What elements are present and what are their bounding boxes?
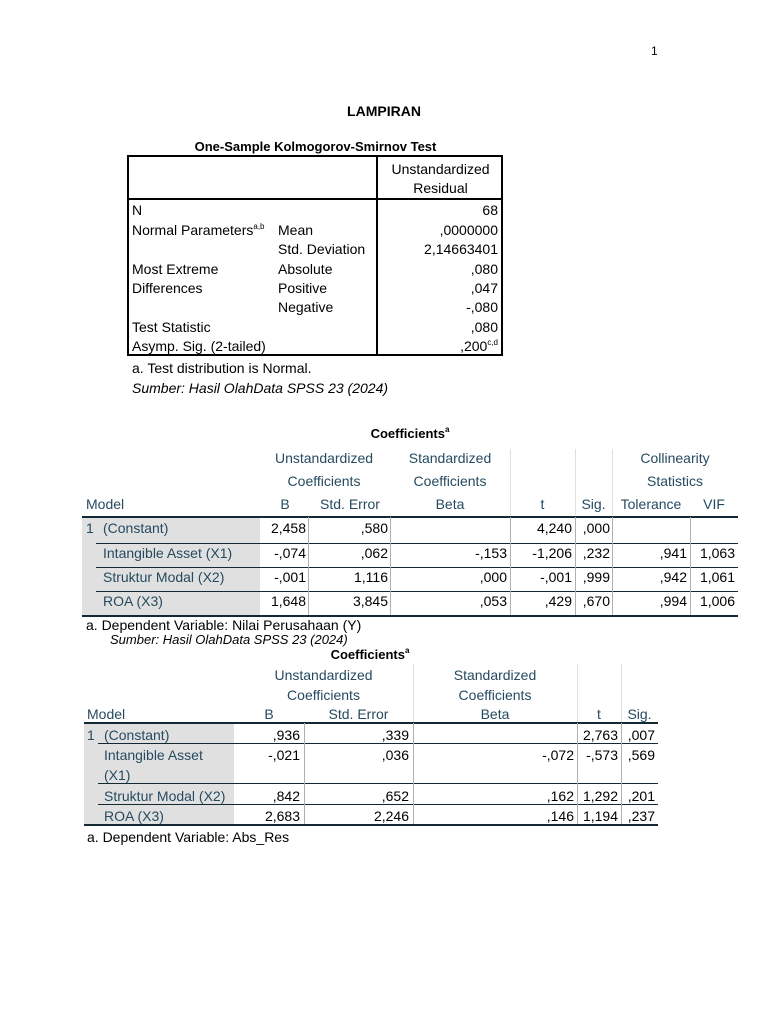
- coef1-header-coll: Statistics: [646, 473, 703, 489]
- coef2-header-se: Std. Error: [328, 706, 389, 722]
- coef1-cell-beta: -,153: [475, 545, 507, 561]
- coef1-row-label: ROA (X3): [103, 593, 163, 609]
- coef1-row-label: Struktur Modal (X2): [103, 569, 225, 585]
- coef1-cell-tol: ,941: [659, 545, 687, 561]
- coef2-cell-t: 2,763: [582, 727, 618, 743]
- coef1-row-label: (Constant): [103, 520, 169, 536]
- coef1-cell-sig: ,232: [582, 545, 610, 561]
- coef1-cell-t: -,001: [540, 569, 572, 585]
- coef2-row-label: Intangible Asset: [104, 747, 203, 763]
- coef2-header-beta: Beta: [480, 706, 510, 722]
- ks-column-header-line2: Residual: [413, 180, 468, 196]
- coef1-cell-sig: ,670: [582, 593, 610, 609]
- coef1-header-sig: Sig.: [581, 496, 606, 512]
- coef1-header-se: Std. Error: [320, 496, 380, 512]
- coef2-cell-se: ,036: [381, 747, 409, 763]
- page-heading: LAMPIRAN: [347, 103, 421, 119]
- coef2-cell-beta: ,162: [546, 788, 574, 804]
- ks-row-label: Differences: [132, 280, 203, 296]
- coef1-cell-vif: 1,061: [699, 569, 735, 585]
- ks-row-value: ,080: [470, 319, 498, 335]
- coef2-cell-b: ,936: [272, 727, 300, 743]
- coef1-cell-se: 1,116: [354, 569, 388, 585]
- coef2-cell-sig: ,237: [627, 808, 655, 824]
- coef1-model-number: 1: [86, 520, 94, 536]
- coef1-cell-beta: ,053: [479, 593, 507, 609]
- coef2-cell-sig: ,569: [627, 747, 655, 763]
- coef2-row-label: Struktur Modal (X2): [104, 788, 226, 804]
- coef2-cell-se: 2,246: [373, 808, 409, 824]
- page-number: 1: [651, 44, 658, 58]
- ks-note: a. Test distribution is Normal.: [132, 360, 312, 376]
- coef1-divider: [308, 517, 309, 615]
- coef1-cell-se: 3,845: [352, 593, 388, 609]
- ks-row-value: ,047: [470, 280, 498, 296]
- coef1-header-beta: Beta: [435, 496, 465, 512]
- coef1-cell-b: 2,458: [270, 520, 306, 536]
- coef1-cell-b: -,001: [274, 569, 306, 585]
- coef2-cell-sig: ,201: [627, 788, 655, 804]
- coef1-header-coll: Collinearity: [640, 450, 710, 466]
- coef1-cell-t: -1,206: [532, 545, 572, 561]
- coef1-header-t: t: [540, 496, 545, 512]
- coef2-cell-sig: ,007: [627, 727, 655, 743]
- coef1-header-b: B: [280, 496, 290, 512]
- coef2-row-label: ROA (X3): [104, 808, 164, 824]
- ks-row-sublabel: Absolute: [278, 261, 333, 277]
- coef2-cell-se: ,652: [381, 788, 409, 804]
- coef2-cell-t: -,573: [586, 747, 618, 763]
- coef2-cell-se: ,339: [381, 727, 409, 743]
- coef2-header-b: B: [264, 706, 274, 722]
- coef1-cell-sig: ,999: [582, 569, 610, 585]
- ks-row-label: Most Extreme: [132, 261, 219, 277]
- ks-column-header: [378, 160, 503, 198]
- coef1-cell-tol: ,942: [659, 569, 687, 585]
- ks-row-label: Test Statistic: [132, 319, 211, 335]
- ks-row-value: 2,14663401: [424, 241, 498, 257]
- ks-row-sublabel: Std. Deviation: [278, 241, 366, 257]
- coef1-header-unstd: Unstandardized: [274, 450, 374, 466]
- coef1-note: a. Dependent Variable: Nilai Perusahaan (Y): [86, 617, 362, 633]
- ks-test-title: One-Sample Kolmogorov-Smirnov Test: [194, 139, 437, 154]
- coef1-header-unstd: Coefficients: [287, 473, 361, 489]
- ks-table-header-line: [127, 198, 503, 200]
- coef1-cell-vif: 1,006: [699, 593, 735, 609]
- coef2-cell-beta: ,146: [546, 808, 574, 824]
- coef1-source: Sumber: Hasil OlahData SPSS 23 (2024): [110, 632, 348, 647]
- coef1-cell-t: ,429: [544, 593, 572, 609]
- coef1-cell-beta: ,000: [479, 569, 507, 585]
- coef2-model-number: 1: [87, 727, 95, 743]
- coef2-cell-b: -,021: [268, 747, 300, 763]
- coef1-cell-se: ,580: [360, 520, 388, 536]
- ks-row-value: ,080: [470, 261, 498, 277]
- coef2-header-t: t: [597, 706, 601, 722]
- coef2-header-std: Standardized: [453, 667, 537, 683]
- coef2-row-rule: [98, 783, 658, 784]
- coef1-row-label: Intangible Asset (X1): [103, 545, 233, 561]
- coef1-header-std: Coefficients: [413, 473, 487, 489]
- coef2-cell-b: ,842: [272, 788, 300, 804]
- ks-row-value: ,200$^{c,d}$: [460, 338, 498, 354]
- ks-row-sublabel: Positive: [278, 280, 328, 296]
- coef1-cell-vif: 1,063: [699, 545, 735, 561]
- coef1-cell-b: 1,648: [270, 593, 306, 609]
- coef2-row-label: (Constant): [104, 727, 170, 743]
- coef2-header-std: Coefficients: [458, 687, 532, 703]
- ks-column-header-line1: Unstandardized: [391, 161, 490, 177]
- coef1-header-std: Standardized: [408, 450, 492, 466]
- coef2-cell-t: 1,292: [582, 788, 618, 804]
- coef1-cell-se: ,062: [360, 545, 388, 561]
- ks-row-value: ,0000000: [439, 222, 498, 238]
- coef2-header-unstd: Unstandardized: [274, 667, 373, 683]
- coef1-title: Coefficients$^a$: [370, 425, 450, 441]
- coef1-cell-tol: ,994: [659, 593, 687, 609]
- coef2-header-rule: [84, 722, 658, 724]
- ks-row-label: Normal Parameters$^{a,b}$: [132, 222, 265, 238]
- ks-row-sublabel: Negative: [278, 299, 334, 315]
- ks-row-label: Asymp. Sig. (2-tailed): [132, 338, 266, 354]
- coef1-header-model: Model: [86, 496, 125, 512]
- coef2-note: a. Dependent Variable: Abs_Res: [87, 829, 290, 845]
- coef2-row-label: (X1): [104, 767, 131, 783]
- coef2-cell-t: 1,194: [582, 808, 618, 824]
- coef1-cell-b: -,074: [274, 545, 306, 561]
- coef1-cell-sig: ,000: [582, 520, 610, 536]
- coef2-title: Coefficients$^a$: [330, 646, 410, 662]
- coef2-cell-beta: -,072: [542, 747, 574, 763]
- coef1-header-tol: Tolerance: [620, 496, 682, 512]
- ks-row-value: -,080: [466, 299, 498, 315]
- coef2-cell-b: 2,683: [264, 808, 300, 824]
- coef2-header-sig: Sig.: [627, 706, 652, 722]
- coef1-cell-t: 4,240: [536, 520, 572, 536]
- ks-row-sublabel: Mean: [278, 222, 314, 238]
- coef1-header-rule: [82, 516, 738, 518]
- ks-source: Sumber: Hasil OlahData SPSS 23 (2024): [132, 380, 389, 396]
- coef1-header-vif: VIF: [703, 496, 725, 512]
- coef2-header-model: Model: [87, 706, 126, 722]
- ks-row-label: N: [132, 202, 143, 218]
- coef2-header-unstd: Coefficients: [287, 687, 360, 703]
- ks-row-value: 68: [482, 202, 498, 218]
